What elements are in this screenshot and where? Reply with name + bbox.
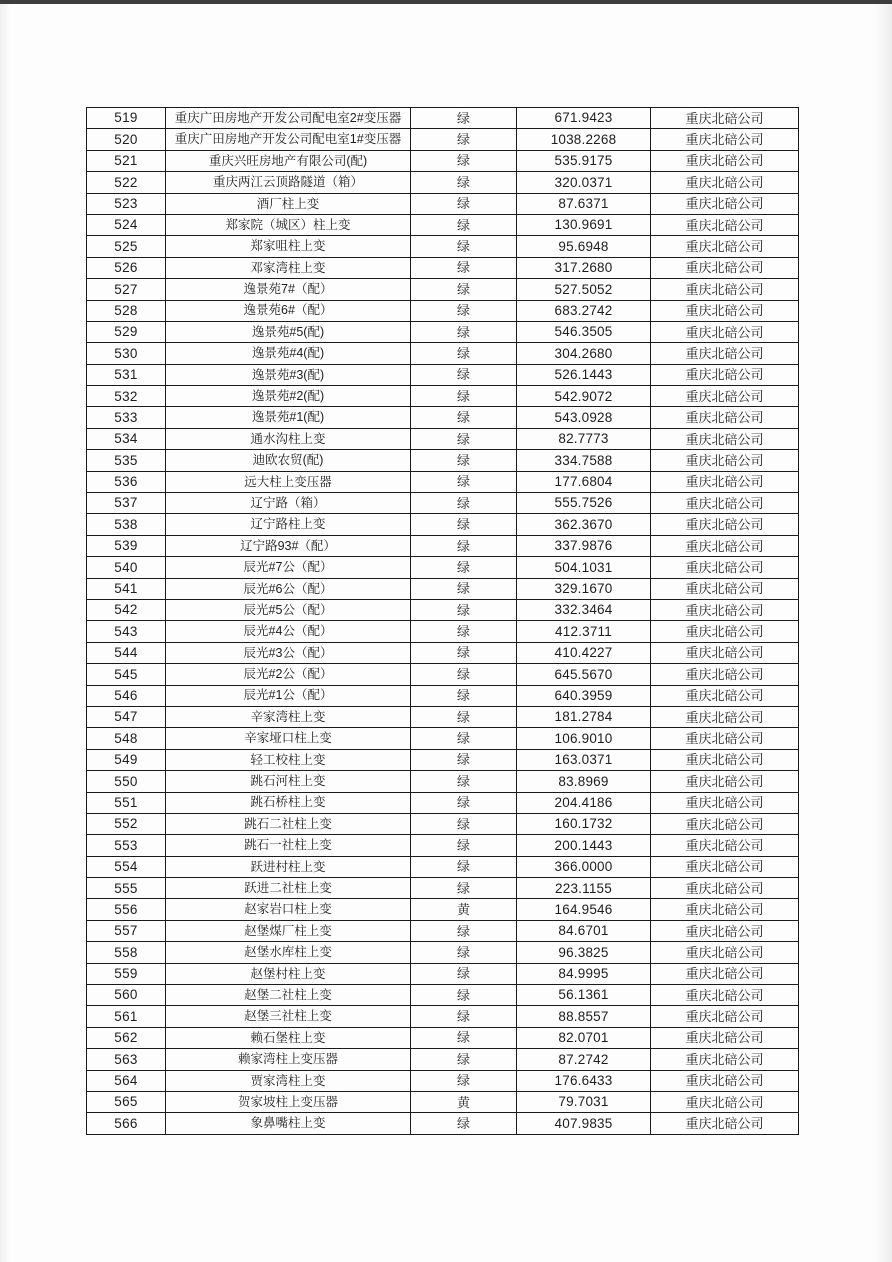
value-cell: 160.1732	[517, 813, 651, 834]
serial-cell: 551	[87, 792, 166, 813]
value-cell: 84.6701	[517, 920, 651, 941]
status-cell: 绿	[411, 450, 517, 471]
table-row	[87, 813, 799, 834]
table-row	[87, 685, 799, 706]
company-cell: 重庆北碚公司	[651, 728, 799, 749]
serial-cell: 520	[87, 129, 166, 150]
serial-cell: 532	[87, 386, 166, 407]
value-cell: 542.9072	[517, 386, 651, 407]
table-row	[87, 878, 799, 899]
serial-cell: 559	[87, 963, 166, 984]
name-cell: 跃进二社柱上变	[166, 878, 411, 899]
serial-cell: 540	[87, 557, 166, 578]
company-cell: 重庆北碚公司	[651, 257, 799, 278]
table-row	[87, 1091, 799, 1112]
value-cell: 79.7031	[517, 1091, 651, 1112]
company-cell: 重庆北碚公司	[651, 771, 799, 792]
status-cell: 绿	[411, 1049, 517, 1070]
value-cell: 527.5052	[517, 279, 651, 300]
serial-cell: 522	[87, 172, 166, 193]
value-cell: 181.2784	[517, 706, 651, 727]
name-cell: 跃进村柱上变	[166, 856, 411, 877]
serial-cell: 538	[87, 514, 166, 535]
company-cell: 重庆北碚公司	[651, 1049, 799, 1070]
table-row	[87, 236, 799, 257]
status-cell: 绿	[411, 771, 517, 792]
status-cell: 绿	[411, 599, 517, 620]
value-cell: 88.8557	[517, 1006, 651, 1027]
table-row	[87, 599, 799, 620]
status-cell: 黄	[411, 1091, 517, 1112]
status-cell: 绿	[411, 236, 517, 257]
name-cell: 逸景苑#1(配)	[166, 407, 411, 428]
company-cell: 重庆北碚公司	[651, 150, 799, 171]
status-cell: 绿	[411, 343, 517, 364]
table-row	[87, 792, 799, 813]
value-cell: 645.5670	[517, 664, 651, 685]
value-cell: 504.1031	[517, 557, 651, 578]
company-cell: 重庆北碚公司	[651, 813, 799, 834]
company-cell: 重庆北碚公司	[651, 471, 799, 492]
status-cell: 绿	[411, 535, 517, 556]
company-cell: 重庆北碚公司	[651, 343, 799, 364]
status-cell: 绿	[411, 557, 517, 578]
serial-cell: 526	[87, 257, 166, 278]
serial-cell: 546	[87, 685, 166, 706]
value-cell: 317.2680	[517, 257, 651, 278]
table-row	[87, 493, 799, 514]
table-row	[87, 1113, 799, 1134]
serial-cell: 536	[87, 471, 166, 492]
serial-cell: 558	[87, 942, 166, 963]
table-row	[87, 150, 799, 171]
name-cell: 重庆兴旺房地产有限公司(配)	[166, 150, 411, 171]
table-row	[87, 407, 799, 428]
value-cell: 320.0371	[517, 172, 651, 193]
name-cell: 郑家院（城区）柱上变	[166, 214, 411, 235]
value-cell: 83.8969	[517, 771, 651, 792]
name-cell: 通水沟柱上变	[166, 428, 411, 449]
value-cell: 56.1361	[517, 985, 651, 1006]
company-cell: 重庆北碚公司	[651, 578, 799, 599]
name-cell: 跳石二社柱上变	[166, 813, 411, 834]
value-cell: 82.0701	[517, 1027, 651, 1048]
name-cell: 辰光#7公（配）	[166, 557, 411, 578]
status-cell: 绿	[411, 471, 517, 492]
status-cell: 绿	[411, 279, 517, 300]
name-cell: 跳石一社柱上变	[166, 835, 411, 856]
table-row	[87, 257, 799, 278]
serial-cell: 555	[87, 878, 166, 899]
value-cell: 304.2680	[517, 343, 651, 364]
serial-cell: 539	[87, 535, 166, 556]
name-cell: 酒厂柱上变	[166, 193, 411, 214]
company-cell: 重庆北碚公司	[651, 856, 799, 877]
status-cell: 绿	[411, 664, 517, 685]
company-cell: 重庆北碚公司	[651, 685, 799, 706]
table-row	[87, 664, 799, 685]
serial-cell: 561	[87, 1006, 166, 1027]
status-cell: 绿	[411, 706, 517, 727]
table-row	[87, 535, 799, 556]
status-cell: 绿	[411, 493, 517, 514]
company-cell: 重庆北碚公司	[651, 920, 799, 941]
status-cell: 绿	[411, 642, 517, 663]
value-cell: 366.0000	[517, 856, 651, 877]
name-cell: 邓家湾柱上变	[166, 257, 411, 278]
company-cell: 重庆北碚公司	[651, 1006, 799, 1027]
serial-cell: 562	[87, 1027, 166, 1048]
table-row	[87, 1027, 799, 1048]
name-cell: 郑家咀柱上变	[166, 236, 411, 257]
status-cell: 绿	[411, 428, 517, 449]
company-cell: 重庆北碚公司	[651, 214, 799, 235]
table-row	[87, 321, 799, 342]
value-cell: 87.2742	[517, 1049, 651, 1070]
value-cell: 407.9835	[517, 1113, 651, 1134]
table-row	[87, 920, 799, 941]
table-row	[87, 557, 799, 578]
name-cell: 赖石堡柱上变	[166, 1027, 411, 1048]
serial-cell: 556	[87, 899, 166, 920]
serial-cell: 543	[87, 621, 166, 642]
value-cell: 334.7588	[517, 450, 651, 471]
transformer-table	[86, 107, 799, 1135]
table-body	[87, 108, 799, 1135]
serial-cell: 565	[87, 1091, 166, 1112]
company-cell: 重庆北碚公司	[651, 172, 799, 193]
serial-cell: 533	[87, 407, 166, 428]
value-cell: 106.9010	[517, 728, 651, 749]
name-cell: 远大柱上变压器	[166, 471, 411, 492]
value-cell: 671.9423	[517, 108, 651, 129]
company-cell: 重庆北碚公司	[651, 428, 799, 449]
table-row	[87, 364, 799, 385]
value-cell: 1038.2268	[517, 129, 651, 150]
table-row	[87, 193, 799, 214]
name-cell: 跳石河柱上变	[166, 771, 411, 792]
company-cell: 重庆北碚公司	[651, 535, 799, 556]
serial-cell: 537	[87, 493, 166, 514]
company-cell: 重庆北碚公司	[651, 129, 799, 150]
serial-cell: 548	[87, 728, 166, 749]
name-cell: 逸景苑#2(配)	[166, 386, 411, 407]
name-cell: 逸景苑6#（配）	[166, 300, 411, 321]
name-cell: 辽宁路93#（配）	[166, 535, 411, 556]
name-cell: 辰光#1公（配）	[166, 685, 411, 706]
company-cell: 重庆北碚公司	[651, 1027, 799, 1048]
company-cell: 重庆北碚公司	[651, 557, 799, 578]
name-cell: 重庆广田房地产开发公司配电室1#变压器	[166, 129, 411, 150]
status-cell: 绿	[411, 878, 517, 899]
status-cell: 黄	[411, 899, 517, 920]
company-cell: 重庆北碚公司	[651, 599, 799, 620]
company-cell: 重庆北碚公司	[651, 321, 799, 342]
value-cell: 82.7773	[517, 428, 651, 449]
company-cell: 重庆北碚公司	[651, 1070, 799, 1091]
serial-cell: 529	[87, 321, 166, 342]
name-cell: 辽宁路（箱）	[166, 493, 411, 514]
name-cell: 辰光#2公（配）	[166, 664, 411, 685]
company-cell: 重庆北碚公司	[651, 108, 799, 129]
table-row	[87, 835, 799, 856]
serial-cell: 553	[87, 835, 166, 856]
status-cell: 绿	[411, 920, 517, 941]
table-row	[87, 428, 799, 449]
company-cell: 重庆北碚公司	[651, 364, 799, 385]
name-cell: 辰光#6公（配）	[166, 578, 411, 599]
company-cell: 重庆北碚公司	[651, 193, 799, 214]
table-row	[87, 343, 799, 364]
serial-cell: 544	[87, 642, 166, 663]
company-cell: 重庆北碚公司	[651, 1091, 799, 1112]
name-cell: 赵家岩口柱上变	[166, 899, 411, 920]
status-cell: 绿	[411, 621, 517, 642]
status-cell: 绿	[411, 835, 517, 856]
name-cell: 辽宁路柱上变	[166, 514, 411, 535]
table-row	[87, 386, 799, 407]
value-cell: 546.3505	[517, 321, 651, 342]
serial-cell: 541	[87, 578, 166, 599]
serial-cell: 525	[87, 236, 166, 257]
value-cell: 332.3464	[517, 599, 651, 620]
value-cell: 200.1443	[517, 835, 651, 856]
company-cell: 重庆北碚公司	[651, 835, 799, 856]
value-cell: 177.6804	[517, 471, 651, 492]
serial-cell: 560	[87, 985, 166, 1006]
table-row	[87, 706, 799, 727]
company-cell: 重庆北碚公司	[651, 942, 799, 963]
serial-cell: 527	[87, 279, 166, 300]
company-cell: 重庆北碚公司	[651, 236, 799, 257]
status-cell: 绿	[411, 578, 517, 599]
serial-cell: 563	[87, 1049, 166, 1070]
serial-cell: 535	[87, 450, 166, 471]
status-cell: 绿	[411, 386, 517, 407]
value-cell: 87.6371	[517, 193, 651, 214]
name-cell: 赵堡三社柱上变	[166, 1006, 411, 1027]
serial-cell: 554	[87, 856, 166, 877]
name-cell: 辛家湾柱上变	[166, 706, 411, 727]
serial-cell: 552	[87, 813, 166, 834]
status-cell: 绿	[411, 685, 517, 706]
name-cell: 轻工校柱上变	[166, 749, 411, 770]
status-cell: 绿	[411, 257, 517, 278]
value-cell: 555.7526	[517, 493, 651, 514]
serial-cell: 521	[87, 150, 166, 171]
name-cell: 贺家坡柱上变压器	[166, 1091, 411, 1112]
serial-cell: 519	[87, 108, 166, 129]
company-cell: 重庆北碚公司	[651, 386, 799, 407]
name-cell: 辰光#4公（配）	[166, 621, 411, 642]
value-cell: 329.1670	[517, 578, 651, 599]
value-cell: 84.9995	[517, 963, 651, 984]
status-cell: 绿	[411, 749, 517, 770]
status-cell: 绿	[411, 792, 517, 813]
window-top-edge	[0, 0, 892, 4]
value-cell: 176.6433	[517, 1070, 651, 1091]
table-row	[87, 172, 799, 193]
table-row	[87, 1049, 799, 1070]
status-cell: 绿	[411, 108, 517, 129]
status-cell: 绿	[411, 728, 517, 749]
status-cell: 绿	[411, 321, 517, 342]
company-cell: 重庆北碚公司	[651, 792, 799, 813]
company-cell: 重庆北碚公司	[651, 407, 799, 428]
table-row	[87, 279, 799, 300]
name-cell: 逸景苑#4(配)	[166, 343, 411, 364]
table-row	[87, 642, 799, 663]
status-cell: 绿	[411, 1070, 517, 1091]
status-cell: 绿	[411, 514, 517, 535]
company-cell: 重庆北碚公司	[651, 899, 799, 920]
company-cell: 重庆北碚公司	[651, 664, 799, 685]
name-cell: 重庆两江云顶路隧道（箱）	[166, 172, 411, 193]
status-cell: 绿	[411, 856, 517, 877]
serial-cell: 528	[87, 300, 166, 321]
company-cell: 重庆北碚公司	[651, 878, 799, 899]
table-row	[87, 514, 799, 535]
company-cell: 重庆北碚公司	[651, 642, 799, 663]
company-cell: 重庆北碚公司	[651, 450, 799, 471]
serial-cell: 557	[87, 920, 166, 941]
name-cell: 逸景苑#3(配)	[166, 364, 411, 385]
serial-cell: 542	[87, 599, 166, 620]
value-cell: 412.3711	[517, 621, 651, 642]
status-cell: 绿	[411, 364, 517, 385]
name-cell: 逸景苑7#（配）	[166, 279, 411, 300]
company-cell: 重庆北碚公司	[651, 493, 799, 514]
company-cell: 重庆北碚公司	[651, 963, 799, 984]
value-cell: 96.3825	[517, 942, 651, 963]
status-cell: 绿	[411, 963, 517, 984]
company-cell: 重庆北碚公司	[651, 706, 799, 727]
table-row	[87, 214, 799, 235]
serial-cell: 531	[87, 364, 166, 385]
value-cell: 130.9691	[517, 214, 651, 235]
serial-cell: 547	[87, 706, 166, 727]
table-row	[87, 108, 799, 129]
status-cell: 绿	[411, 942, 517, 963]
table-row	[87, 1006, 799, 1027]
table-row	[87, 621, 799, 642]
value-cell: 164.9546	[517, 899, 651, 920]
value-cell: 526.1443	[517, 364, 651, 385]
name-cell: 赖家湾柱上变压器	[166, 1049, 411, 1070]
table-row	[87, 985, 799, 1006]
value-cell: 95.6948	[517, 236, 651, 257]
value-cell: 163.0371	[517, 749, 651, 770]
serial-cell: 566	[87, 1113, 166, 1134]
table-row	[87, 450, 799, 471]
name-cell: 辛家垭口柱上变	[166, 728, 411, 749]
name-cell: 跳石桥柱上变	[166, 792, 411, 813]
value-cell: 362.3670	[517, 514, 651, 535]
status-cell: 绿	[411, 193, 517, 214]
table-row	[87, 728, 799, 749]
value-cell: 683.2742	[517, 300, 651, 321]
serial-cell: 564	[87, 1070, 166, 1091]
status-cell: 绿	[411, 214, 517, 235]
name-cell: 贾家湾柱上变	[166, 1070, 411, 1091]
name-cell: 赵堡煤厂柱上变	[166, 920, 411, 941]
table-row	[87, 578, 799, 599]
company-cell: 重庆北碚公司	[651, 279, 799, 300]
table-row	[87, 749, 799, 770]
status-cell: 绿	[411, 407, 517, 428]
company-cell: 重庆北碚公司	[651, 300, 799, 321]
serial-cell: 550	[87, 771, 166, 792]
serial-cell: 523	[87, 193, 166, 214]
company-cell: 重庆北碚公司	[651, 1113, 799, 1134]
name-cell: 重庆广田房地产开发公司配电室2#变压器	[166, 108, 411, 129]
table-row	[87, 300, 799, 321]
status-cell: 绿	[411, 813, 517, 834]
table-row	[87, 129, 799, 150]
serial-cell: 530	[87, 343, 166, 364]
table-row	[87, 899, 799, 920]
company-cell: 重庆北碚公司	[651, 514, 799, 535]
name-cell: 逸景苑#5(配)	[166, 321, 411, 342]
serial-cell: 524	[87, 214, 166, 235]
value-cell: 410.4227	[517, 642, 651, 663]
status-cell: 绿	[411, 985, 517, 1006]
status-cell: 绿	[411, 1027, 517, 1048]
serial-cell: 549	[87, 749, 166, 770]
status-cell: 绿	[411, 150, 517, 171]
name-cell: 赵堡村柱上变	[166, 963, 411, 984]
value-cell: 543.0928	[517, 407, 651, 428]
company-cell: 重庆北碚公司	[651, 749, 799, 770]
name-cell: 赵堡水库柱上变	[166, 942, 411, 963]
value-cell: 337.9876	[517, 535, 651, 556]
name-cell: 辰光#5公（配）	[166, 599, 411, 620]
table-row	[87, 856, 799, 877]
table-row	[87, 942, 799, 963]
status-cell: 绿	[411, 1006, 517, 1027]
table-row	[87, 771, 799, 792]
status-cell: 绿	[411, 1113, 517, 1134]
value-cell: 640.3959	[517, 685, 651, 706]
company-cell: 重庆北碚公司	[651, 621, 799, 642]
name-cell: 迪欧农贸(配)	[166, 450, 411, 471]
status-cell: 绿	[411, 172, 517, 193]
status-cell: 绿	[411, 300, 517, 321]
status-cell: 绿	[411, 129, 517, 150]
company-cell: 重庆北碚公司	[651, 985, 799, 1006]
name-cell: 赵堡二社柱上变	[166, 985, 411, 1006]
name-cell: 象鼻嘴柱上变	[166, 1113, 411, 1134]
value-cell: 204.4186	[517, 792, 651, 813]
table-row	[87, 471, 799, 492]
value-cell: 223.1155	[517, 878, 651, 899]
serial-cell: 534	[87, 428, 166, 449]
value-cell: 535.9175	[517, 150, 651, 171]
serial-cell: 545	[87, 664, 166, 685]
name-cell: 辰光#3公（配）	[166, 642, 411, 663]
table-row	[87, 1070, 799, 1091]
table-row	[87, 963, 799, 984]
